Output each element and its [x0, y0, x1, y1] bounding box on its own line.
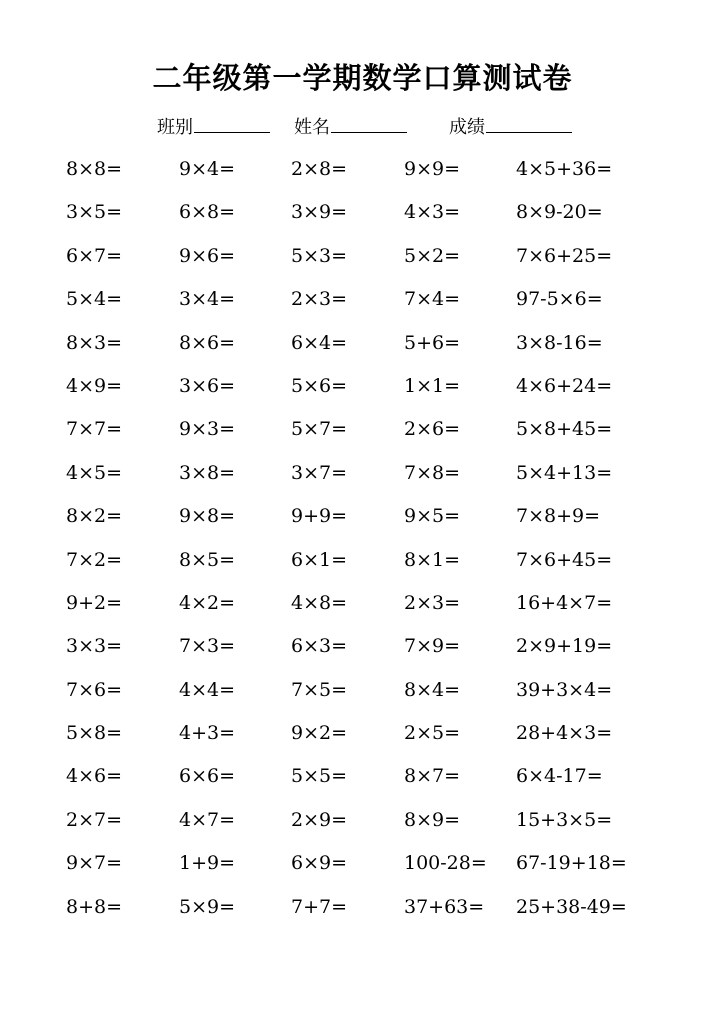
problem-cell: 5×8= [66, 722, 123, 745]
problem-cell: 4×8= [291, 591, 348, 614]
problem-cell: 8×9= [404, 808, 461, 831]
problem-cell: 6×8= [179, 201, 236, 224]
problem-cell: 8×6= [179, 331, 236, 354]
problem-cell: 9×7= [66, 852, 123, 875]
problem-cell: 4×4= [179, 678, 236, 701]
problem-cell: 37+63= [404, 895, 485, 918]
problem-cell: 7×9= [404, 635, 461, 658]
problem-row [66, 408, 686, 451]
problem-cell: 6×1= [291, 548, 348, 571]
problem-cell: 4×2= [179, 591, 236, 614]
problem-cell: 4×6= [66, 765, 123, 788]
problem-cell: 4+3= [179, 722, 236, 745]
problem-cell: 28+4×3= [516, 722, 613, 745]
problem-cell: 9×2= [291, 722, 348, 745]
problem-cell: 8×8= [66, 158, 123, 180]
problem-row [66, 842, 686, 885]
problem-cell: 8×5= [179, 548, 236, 571]
name-blank-line[interactable] [331, 112, 407, 133]
problem-row [66, 495, 686, 538]
problem-cell: 9×6= [179, 244, 236, 267]
name-field[interactable] [294, 112, 407, 142]
page-title: 二年级第一学期数学口算测试卷 [152, 61, 573, 95]
problem-cell: 7×4= [404, 288, 461, 311]
problem-cell: 2×5= [404, 722, 461, 745]
problem-cell: 2×8= [291, 158, 348, 180]
problem-cell: 16+4×7= [516, 591, 613, 614]
problem-cell: 7×7= [66, 418, 123, 441]
problem-cell: 7×2= [66, 548, 123, 571]
problem-cell: 6×4= [291, 331, 348, 354]
problem-cell: 9×5= [404, 505, 461, 528]
problem-cell: 9+9= [291, 505, 348, 528]
problem-row [66, 539, 686, 582]
problem-cell: 8×1= [404, 548, 461, 571]
problem-cell: 6×3= [291, 635, 348, 658]
student-info-row [0, 112, 725, 140]
problem-row [66, 755, 686, 798]
problem-cell: 7×6= [66, 678, 123, 701]
class-field[interactable] [157, 112, 270, 142]
problem-cell: 7×5= [291, 678, 348, 701]
problem-cell: 4×5= [66, 461, 123, 484]
problem-cell: 3×5= [66, 201, 123, 224]
problem-cell: 3×9= [291, 201, 348, 224]
problem-cell: 7×8= [404, 461, 461, 484]
problem-cell: 8×2= [66, 505, 123, 528]
problem-cell: 4×7= [179, 808, 236, 831]
problem-cell: 6×4-17= [516, 765, 603, 788]
problem-row [66, 322, 686, 365]
problem-cell: 3×3= [66, 635, 123, 658]
problem-cell: 2×3= [404, 591, 461, 614]
problem-cell: 2×9= [291, 808, 348, 831]
problem-cell: 7×3= [179, 635, 236, 658]
score-blank-line[interactable] [486, 112, 572, 133]
problem-row [66, 799, 686, 842]
problem-cell: 9×9= [404, 158, 461, 180]
problem-cell: 6×9= [291, 852, 348, 875]
problem-cell: 2×3= [291, 288, 348, 311]
problem-row [66, 278, 686, 321]
problem-cell: 1×1= [404, 374, 461, 397]
problem-row [66, 191, 686, 234]
problem-cell: 3×8= [179, 461, 236, 484]
problem-cell: 7×6+45= [516, 548, 613, 571]
problem-cell: 5×3= [291, 244, 348, 267]
problem-cell: 4×6+24= [516, 374, 613, 397]
problem-row [66, 235, 686, 278]
problem-cell: 5×7= [291, 418, 348, 441]
problem-cell: 5×5= [291, 765, 348, 788]
problem-cell: 9×8= [179, 505, 236, 528]
problem-cell: 100-28= [404, 852, 487, 875]
problem-row [66, 669, 686, 712]
problem-cell: 2×9+19= [516, 635, 613, 658]
problem-cell: 3×6= [179, 374, 236, 397]
problem-cell: 5×4= [66, 288, 123, 311]
problem-cell: 5×4+13= [516, 461, 613, 484]
problem-cell: 8×3= [66, 331, 123, 354]
class-label: 班别 [157, 117, 193, 138]
problem-cell: 25+38-49= [516, 895, 627, 918]
problem-cell: 5×2= [404, 244, 461, 267]
problem-cell: 67-19+18= [516, 852, 627, 875]
problem-cell: 2×7= [66, 808, 123, 831]
problem-row [66, 582, 686, 625]
problem-cell: 15+3×5= [516, 808, 613, 831]
problem-cell: 5×8+45= [516, 418, 613, 441]
problem-cell: 8+8= [66, 895, 123, 918]
problem-cell: 9×4= [179, 158, 236, 180]
problem-cell: 4×9= [66, 374, 123, 397]
problem-cell: 3×7= [291, 461, 348, 484]
problem-cell: 4×3= [404, 201, 461, 224]
problem-row [66, 365, 686, 408]
score-label: 成绩 [449, 117, 485, 138]
problem-cell: 7×8+9= [516, 505, 601, 528]
problem-cell: 1+9= [179, 852, 236, 875]
problem-cell: 39+3×4= [516, 678, 613, 701]
problem-cell: 9+2= [66, 591, 123, 614]
problem-row [66, 625, 686, 668]
problem-cell: 97-5×6= [516, 288, 603, 311]
problem-cell: 4×5+36= [516, 158, 613, 180]
problem-row [66, 712, 686, 755]
problem-cell: 5×9= [179, 895, 236, 918]
problem-cell: 3×8-16= [516, 331, 603, 354]
problem-cell: 7×6+25= [516, 244, 613, 267]
problem-cell: 6×6= [179, 765, 236, 788]
problem-cell: 6×7= [66, 244, 123, 267]
problem-row [66, 148, 686, 191]
problem-cell: 7+7= [291, 895, 348, 918]
score-field[interactable] [449, 112, 572, 142]
problem-cell: 5+6= [404, 331, 461, 354]
name-label: 姓名 [294, 117, 330, 138]
problem-cell: 9×3= [179, 418, 236, 441]
class-blank-line[interactable] [194, 112, 270, 133]
problem-row [66, 452, 686, 495]
problem-row [66, 886, 686, 929]
problem-cell: 8×7= [404, 765, 461, 788]
problem-cell: 8×4= [404, 678, 461, 701]
problem-cell: 2×6= [404, 418, 461, 441]
problem-grid [66, 148, 686, 929]
problem-cell: 8×9-20= [516, 201, 603, 224]
problem-cell: 5×6= [291, 374, 348, 397]
problem-cell: 3×4= [179, 288, 236, 311]
